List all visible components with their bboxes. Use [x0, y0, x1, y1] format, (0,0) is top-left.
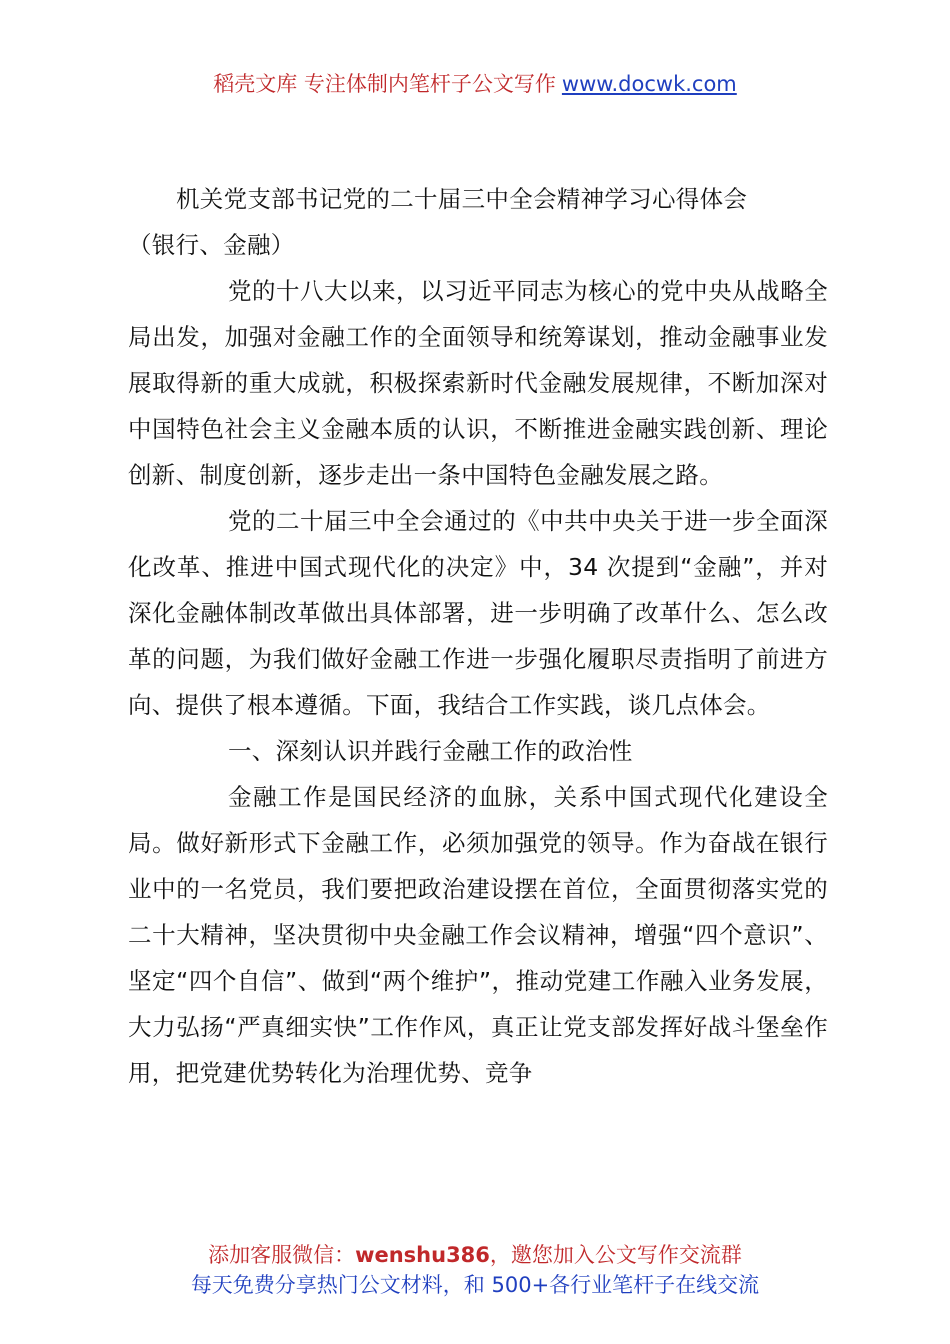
page-footer [0, 1240, 950, 1300]
page-header [0, 68, 950, 100]
header-url-link[interactable]: www.docwk.com [561, 72, 737, 96]
header-brand-text: 稻壳文库 专注体制内笔杆子公文写作 [213, 72, 556, 96]
document-body [128, 176, 828, 1096]
document-subtitle: （银行、金融） [128, 231, 295, 259]
section-heading-1: 一、深刻认识并践行金融工作的政治性 [228, 737, 633, 765]
wechat-id: wenshu386 [355, 1243, 490, 1267]
footer-share-line: 每天免费分享热门公文材料，和 500+各行业笔杆子在线交流 [190, 1273, 760, 1297]
footer-prefix: 添加客服微信： [208, 1243, 356, 1267]
paragraph-3: 金融工作是国民经济的血脉，关系中国式现代化建设全局。做好新形式下金融工作，必须加强党的领导。作为奋战在银行业中的一名党员，我们要把政治建设摆在首位，全面贯彻落实党的二十大精神，坚决贯彻中央金融工作会议精神，增强“四个意识”、坚定“四个自信”、做到“两个维护”，推动党建工作融入业务发展，大力弘扬“严真细实快”工作作风，真正让党支部发挥好战斗堡垒作用，把党建优势转化为治理优势、竞争 [128, 783, 828, 1087]
footer-contact-line [0, 1240, 950, 1270]
paragraph-2: 党的二十届三中全会通过的《中共中央关于进一步全面深化改革、推进中国式现代化的决定》中，34 次提到“金融”，并对深化金融体制改革做出具体部署，进一步明确了改革什么、怎么改革的问题，为我们做好金融工作进一步强化履职尽责指明了前进方向、提供了根本遵循。下面，我结合工作实践，谈几点体会。 [128, 507, 828, 719]
paragraph-1: 党的十八大以来，以习近平同志为核心的党中央从战略全局出发，加强对金融工作的全面领导和统筹谋划，推动金融事业发展取得新的重大成就，积极探索新时代金融发展规律，不断加深对中国特色社会主义金融本质的认识，不断推进金融实践创新、理论创新、制度创新，逐步走出一条中国特色金融发展之路。 [128, 277, 828, 489]
document-title: 机关党支部书记党的二十届三中全会精神学习心得体会 [176, 185, 748, 213]
footer-suffix: ，邀您加入公文写作交流群 [489, 1243, 742, 1267]
